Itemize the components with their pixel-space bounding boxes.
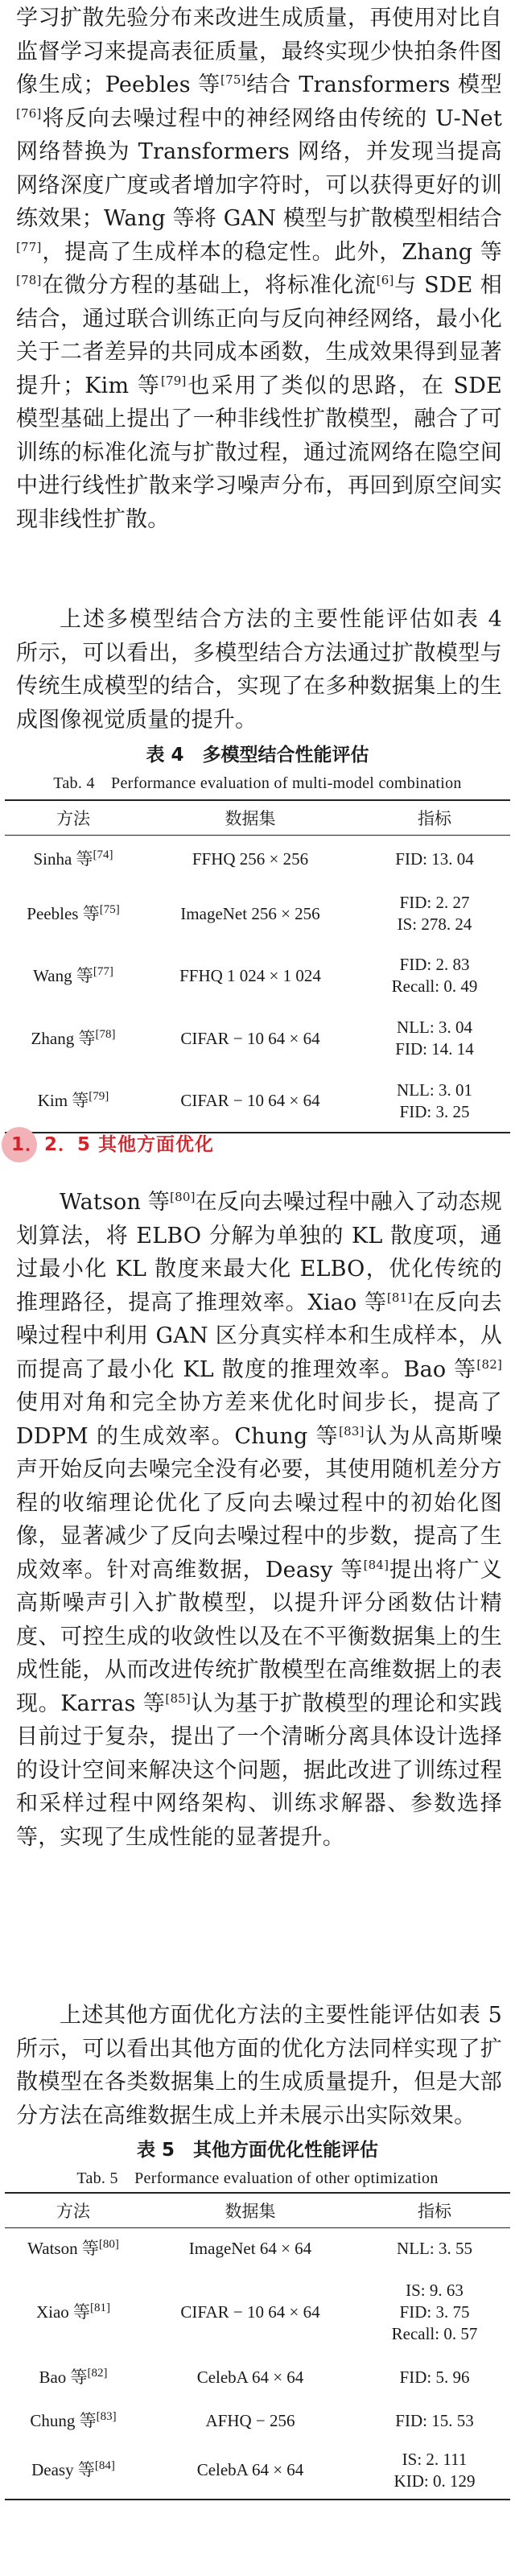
table-row bbox=[5, 835, 510, 883]
table-row bbox=[5, 944, 510, 1007]
citation: [6] bbox=[376, 273, 394, 287]
metric-cell: NLL: 3. 01 FID: 3. 25 bbox=[359, 1070, 510, 1133]
table-row bbox=[5, 1007, 510, 1070]
citation: [85] bbox=[165, 1690, 191, 1706]
table-row bbox=[5, 2400, 510, 2442]
method-cell: Deasy 等[84] bbox=[5, 2442, 142, 2500]
dataset-cell: CIFAR − 10 64 × 64 bbox=[142, 1070, 359, 1133]
citation: [80] bbox=[170, 1190, 196, 1204]
citation: [81] bbox=[386, 1290, 413, 1305]
column-header-dataset: 数据集 bbox=[142, 800, 359, 835]
citation: [76] bbox=[16, 105, 42, 121]
citation: [84] bbox=[363, 1557, 389, 1572]
paragraph-multi-model-body: 学习扩散先验分布来改进生成质量，再使用对比自监督学习来提高表征质量，最终实现少快拍条件图像生成；Peebles 等[75]结合 Transformers 模型[76]将反向去噪过程中的神经网络由传统的 U-Net 网络替换为 Transformers 网络，并发现当提高网络深度广度或者增加字符时，可以获得更好的训练效果；Wang 等将 GAN 模型与扩散模型相结合[77]，提高了生成样本的稳定性。此外，Zhang 等[78]在微分方程的基础上，将标准化流[6]与 SDE 相结合，通过联合训练正向与反向神经网络，最小化关于二者差异的共同成本函数，生成效果得到显著提升；Kim 等[79]也采用了类似的思路，在 SDE 模型基础上提出了一种非线性扩散模型，融合了可训练的标准化流与扩散过程，通过流网络在隐空间中进行线性扩散来学习噪声分布，再回到原空间实现非线性扩散。 bbox=[16, 6, 503, 532]
method-cell: Kim 等[79] bbox=[5, 1070, 142, 1133]
paragraph-other-optimization-body: Watson 等[80]在反向去噪过程中融入了动态规划算法，将 ELBO 分解为单独的 KL 散度项，通过最小化 KL 散度来最大化 ELBO，优化传统的推理路径，提高了推理效率。Xiao 等[81]在反向去噪过程中利用 GAN 区分真实样本和生成样本，从而提高了最小化 KL 散度的推理效率。Bao 等[82]使用对角和完全协方差来优化时间步长，提高了 DDPM 的生成效率。Chung 等[83]认为从高斯噪声开始反向去噪完全没有必要，其使用随机差分方程的收缩理论优化了反向去噪过程中的初始化图像，显著减少了反向去噪过程中的步数，提高了生成效率。针对高维数据，Deasy 等[84]提出将广义高斯噪声引入扩散模型，以提升评分函数估计精度、可控生成的收敛性以及在不平衡数据集上的生成性能，从而改进传统扩散模型在高维数据上的表现。Karras 等[85]认为基于扩散模型的理论和实践目前过于复杂，提出了一个清晰分离具体设计选择的设计空间来解决这个问题，据此改进了训练过程和采样过程中网络架构、训练求解器、参数选择等，实现了生成性能的显著提升。 bbox=[16, 1190, 503, 1850]
citation: [83] bbox=[339, 1423, 365, 1439]
metric-cell: NLL: 3. 55 bbox=[397, 2238, 472, 2258]
dataset-cell: ImageNet 64 × 64 bbox=[188, 2238, 312, 2258]
table5 bbox=[5, 2192, 510, 2500]
citation: [75] bbox=[220, 72, 246, 87]
column-header-metric: 指标 bbox=[359, 2193, 510, 2227]
metric-cell: NLL: 3. 04 FID: 14. 14 bbox=[395, 1018, 474, 1059]
column-header-metric: 指标 bbox=[359, 800, 510, 835]
table-row bbox=[5, 2355, 510, 2400]
dataset-cell: AFHQ − 256 bbox=[205, 2410, 295, 2430]
citation: [79] bbox=[160, 373, 187, 388]
paragraph-table4-intro: 上述多模型结合方法的主要性能评估如表 4 所示，可以看出，多模型结合方法通过扩散模型与传统生成模型的结合，实现了在多种数据集上的生成图像视觉质量的提升。 bbox=[16, 607, 502, 733]
metric-cell: FID: 2. 83 Recall: 0. 49 bbox=[391, 955, 478, 996]
section-number: 1．2．5 bbox=[11, 1134, 92, 1155]
table-row bbox=[5, 883, 510, 944]
dataset-cell: FFHQ 1 024 × 1 024 bbox=[179, 965, 321, 985]
table4-caption-cn: 表 4 多模型结合性能评估 bbox=[146, 745, 369, 766]
metric-cell: FID: 13. 04 bbox=[395, 848, 474, 869]
table-row bbox=[5, 2227, 510, 2269]
table-header-row bbox=[5, 2193, 510, 2227]
section-heading bbox=[0, 1122, 515, 1167]
method-cell: Bao 等[82] bbox=[39, 2366, 108, 2387]
paragraph-table5-intro: 上述其他方面优化方法的主要性能评估如表 5 所示，可以看出其他方面的优化方法同样实现了扩散模型在各类数据集上的生成质量提升，但是大部分方法在高维数据生成上并未展示出实际效果。 bbox=[16, 2003, 502, 2128]
method-cell: Xiao 等[81] bbox=[35, 2301, 111, 2322]
table-row bbox=[5, 2269, 510, 2355]
dataset-cell: FFHQ 256 × 256 bbox=[192, 848, 309, 869]
method-cell: Sinha 等[74] bbox=[33, 848, 113, 869]
method-cell: Wang 等[77] bbox=[33, 964, 113, 985]
section-title: 其他方面优化 bbox=[98, 1134, 215, 1155]
metric-cell: FID: 15. 53 bbox=[395, 2410, 474, 2430]
citation: [77] bbox=[16, 239, 42, 254]
metric-cell: IS: 9. 63 FID: 3. 75 Recall: 0. 57 bbox=[391, 2280, 478, 2343]
metric-cell: FID: 2. 27 IS: 278. 24 bbox=[397, 893, 472, 934]
method-cell: Chung 等[83] bbox=[30, 2409, 117, 2430]
table-row bbox=[5, 2442, 510, 2500]
column-header-method: 方法 bbox=[5, 2193, 142, 2227]
column-header-method: 方法 bbox=[5, 800, 142, 835]
table4-caption-en: Tab. 4 Performance evaluation of multi-model combination bbox=[53, 774, 462, 792]
method-cell: Watson 等[80] bbox=[27, 2237, 119, 2258]
dataset-cell: CelebA 64 × 64 bbox=[142, 2442, 359, 2500]
citation: [82] bbox=[476, 1356, 502, 1372]
table5-caption-cn: 表 5 其他方面优化性能评估 bbox=[136, 2140, 378, 2161]
table-header-row bbox=[5, 800, 510, 835]
metric-cell: FID: 5. 96 bbox=[399, 2367, 470, 2387]
dataset-cell: ImageNet 256 × 256 bbox=[180, 903, 320, 923]
dataset-cell: CIFAR − 10 64 × 64 bbox=[180, 2301, 320, 2322]
dataset-cell: CIFAR − 10 64 × 64 bbox=[180, 1028, 320, 1048]
column-header-dataset: 数据集 bbox=[142, 2193, 359, 2227]
method-cell: Zhang 等[78] bbox=[31, 1027, 116, 1048]
table5-caption-en: Tab. 5 Performance evaluation of other optimization bbox=[76, 2169, 439, 2187]
method-cell: Peebles 等[75] bbox=[27, 902, 120, 923]
citation: [78] bbox=[16, 273, 42, 287]
metric-cell: IS: 2. 111 KID: 0. 129 bbox=[359, 2442, 510, 2500]
table4 bbox=[5, 799, 510, 1133]
dataset-cell: CelebA 64 × 64 bbox=[196, 2367, 304, 2387]
